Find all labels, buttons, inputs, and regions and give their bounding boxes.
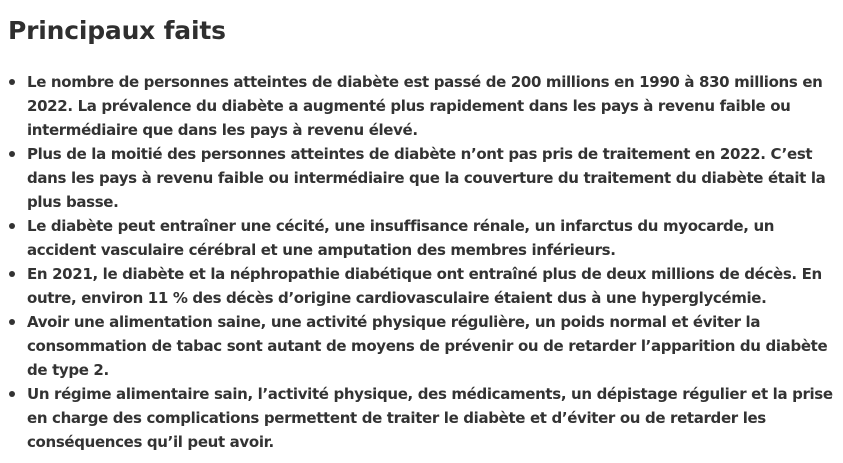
list-item (8, 214, 835, 262)
bullet-icon (9, 151, 15, 157)
bullet-icon (9, 79, 15, 85)
fact-text: Un régime alimentaire sain, l’activité physique, des médicaments, un dépistage régulier et la prise en charge des complications permettent de traiter le diabète et d’éviter ou de retarder les conséquences qu’il peut avoir. (27, 385, 833, 451)
bullet-icon (9, 271, 15, 277)
facts-list (8, 70, 835, 454)
section-title: Principaux faits (8, 16, 226, 45)
fact-text: Plus de la moitié des personnes atteintes de diabète n’ont pas pris de traitement en 2022. C’est dans les pays à revenu faible ou intermédiaire que la couverture du traitement du diabète était la plus basse. (27, 145, 826, 211)
list-item (8, 70, 835, 142)
list-item (8, 310, 835, 382)
bullet-icon (9, 319, 15, 325)
fact-text: Le diabète peut entraîner une cécité, une insuffisance rénale, un infarctus du myocarde, un accident vasculaire cérébral et une amputation des membres inférieurs. (27, 217, 775, 259)
list-item (8, 382, 835, 454)
list-item (8, 142, 835, 214)
bullet-icon (9, 223, 15, 229)
fact-text: Le nombre de personnes atteintes de diabète est passé de 200 millions en 1990 à 830 millions en 2022. La prévalence du diabète a augmenté plus rapidement dans les pays à revenu faible ou intermédiaire que dans les pays à revenu élevé. (27, 73, 823, 139)
bullet-icon (9, 391, 15, 397)
fact-text: Avoir une alimentation saine, une activité physique régulière, un poids normal et éviter la consommation de tabac sont autant de moyens de prévenir ou de retarder l’apparition du diabète de type 2. (27, 313, 828, 379)
list-item (8, 262, 835, 310)
fact-text: En 2021, le diabète et la néphropathie diabétique ont entraîné plus de deux millions de décès. En outre, environ 11 % des décès d’origine cardiovasculaire étaient dus à une hyperglycémie. (27, 265, 822, 307)
